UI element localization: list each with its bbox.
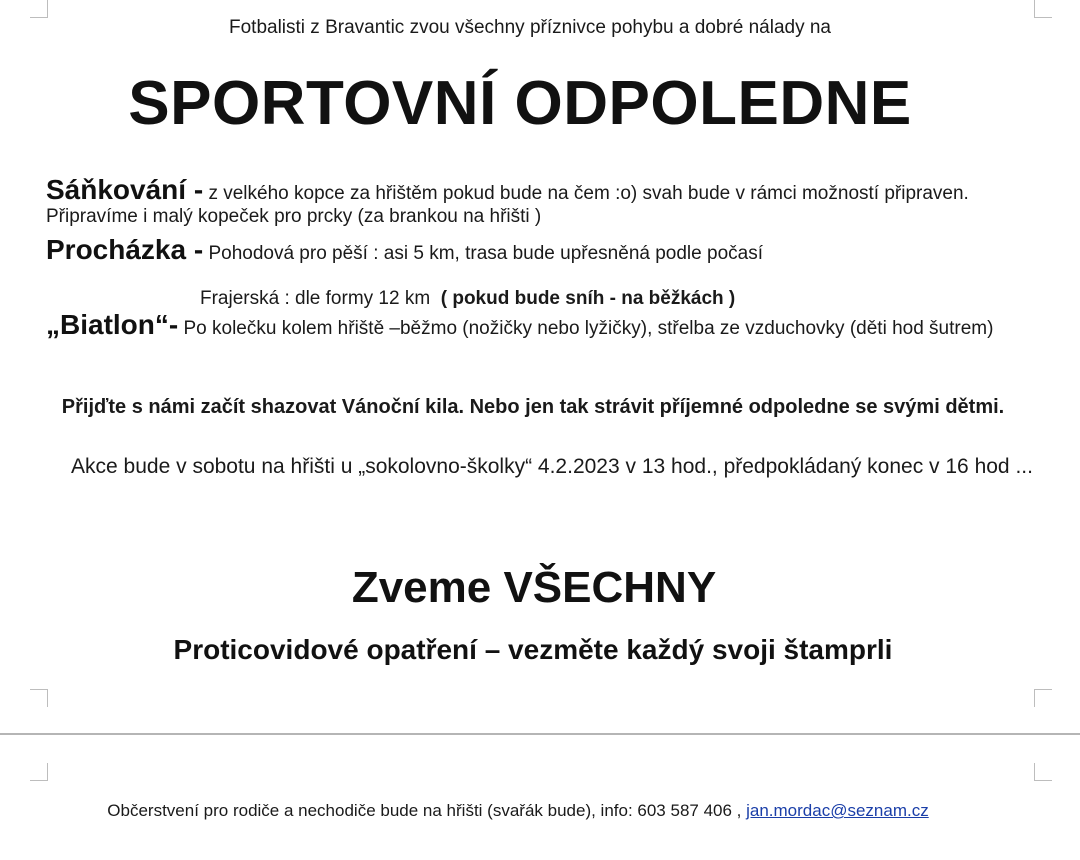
activity-walk-extra-text: Frajerská : dle formy 12 km — [200, 288, 431, 309]
page-corner-mark-top-left — [30, 0, 48, 18]
call-to-action: Přijďte s námi začít shazovat Vánoční kila. Nebo jen tak strávit příjemné odpoledne se svými dětmi. — [61, 396, 1005, 418]
email-link[interactable]: jan.mordac@seznam.cz — [746, 801, 929, 820]
activity-walk — [46, 234, 1006, 265]
event-info: Akce bude v sobotu na hřišti u „sokolovno-školky“ 4.2.2023 v 13 hod., předpokládaný konec v 16 hod ... — [71, 455, 1033, 478]
next-page-corner-mark-top-right — [1034, 763, 1052, 781]
page-title: SPORTOVNÍ ODPOLEDNE — [128, 69, 912, 138]
activity-sledding-text: z velkého kopce za hřištěm pokud bude na čem :o) svah bude v rámci možností připraven. Připravíme i malý kopeček pro prcky (za brankou na hřišti ) — [46, 183, 969, 227]
activity-walk-text: Pohodová pro pěší : asi 5 km, trasa bude upřesněná podle počasí — [203, 243, 763, 264]
intro-line: Fotbalisti z Bravantic zvou všechny příznivce pohybu a dobré nálady na — [229, 17, 831, 38]
invite-heading: Zveme VŠECHNY — [351, 563, 717, 612]
activity-walk-extra — [200, 287, 900, 310]
activity-biathlon-heading: „Biatlon“- — [46, 309, 179, 340]
activity-walk-heading: Procházka - — [46, 234, 204, 265]
page-break-divider — [0, 733, 1080, 735]
footer-info — [0, 801, 1036, 821]
activity-walk-extra-note: ( pokud bude sníh - na běžkách ) — [440, 288, 736, 309]
footer-text: Občerstvení pro rodiče a nechodiče bude na hřišti (svařák bude), info: 603 587 406 , — [107, 801, 747, 820]
activity-sledding-heading: Sáňkování - — [46, 174, 204, 205]
page-corner-mark-bottom-left — [30, 689, 48, 707]
activity-biathlon — [46, 309, 1006, 340]
covid-note: Proticovidové opatření – vezměte každý svoji štamprli — [173, 634, 893, 665]
page-corner-mark-bottom-right — [1034, 689, 1052, 707]
activity-biathlon-text: Po kolečku kolem hřiště –běžmo (nožičky nebo lyžičky), střelba ze vzduchovky (děti hod šutrem) — [178, 318, 994, 339]
next-page-corner-mark-top-left — [30, 763, 48, 781]
activity-sledding — [46, 174, 1006, 228]
page-corner-mark-top-right — [1034, 0, 1052, 18]
